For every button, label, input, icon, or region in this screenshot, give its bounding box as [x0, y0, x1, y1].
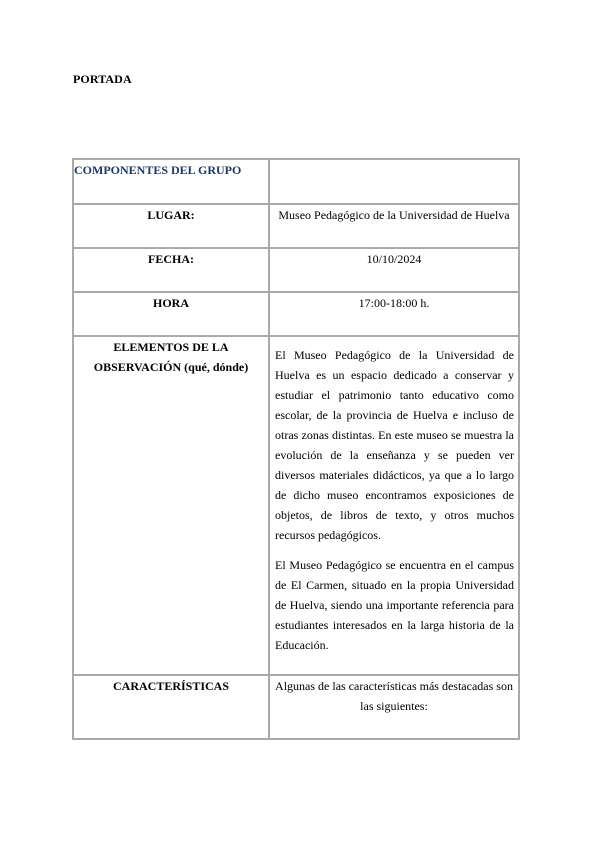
place-label: LUGAR:	[73, 204, 269, 248]
characteristics-label: CARACTERÍSTICAS	[73, 675, 269, 739]
table-row-hora	[73, 292, 519, 336]
time-label: HORA	[73, 292, 269, 336]
time-value: 17:00-18:00 h.	[269, 292, 519, 336]
page-heading: PORTADA	[73, 72, 132, 86]
table-row-caracteristicas	[73, 675, 519, 739]
observation-table	[72, 158, 520, 740]
date-label: FECHA:	[73, 248, 269, 292]
observation-elements-value	[269, 336, 519, 675]
observation-elements-label-line2: OBSERVACIÓN (qué, dónde)	[93, 360, 249, 374]
table-row-lugar	[73, 204, 519, 248]
group-members-value	[269, 159, 519, 204]
observation-paragraph-1: El Museo Pedagógico de la Universidad de Huelva es un espacio dedicado a conservar y estudiar el patrimonio tanto educativo como escolar, de la provincia de Huelva e incluso de otras zonas distintas. En este museo se muestra la evolución de la enseñanza y se pueden ver diversos materiales didácticos, ya que a lo largo de dicho museo encontramos exposiciones de objetos, de libros de texto, y otros muchos recursos pedagógicos.	[275, 348, 514, 542]
group-members-label: COMPONENTES DEL GRUPO	[73, 159, 269, 204]
observation-elements-label-line1: ELEMENTOS DE LA	[113, 340, 229, 354]
characteristics-value: Algunas de las características más destacadas son las siguientes:	[269, 675, 519, 739]
observation-paragraph-2: El Museo Pedagógico se encuentra en el campus de El Carmen, situado en la propia Universidad de Huelva, siendo una importante referencia para estudiantes interesados en la larga historia de la Educación.	[275, 558, 514, 652]
observation-elements-label	[73, 336, 269, 675]
date-value: 10/10/2024	[269, 248, 519, 292]
place-value: Museo Pedagógico de la Universidad de Huelva	[269, 204, 519, 248]
table-row-fecha	[73, 248, 519, 292]
table-row-elementos	[73, 336, 519, 675]
table-row-componentes	[73, 159, 519, 204]
